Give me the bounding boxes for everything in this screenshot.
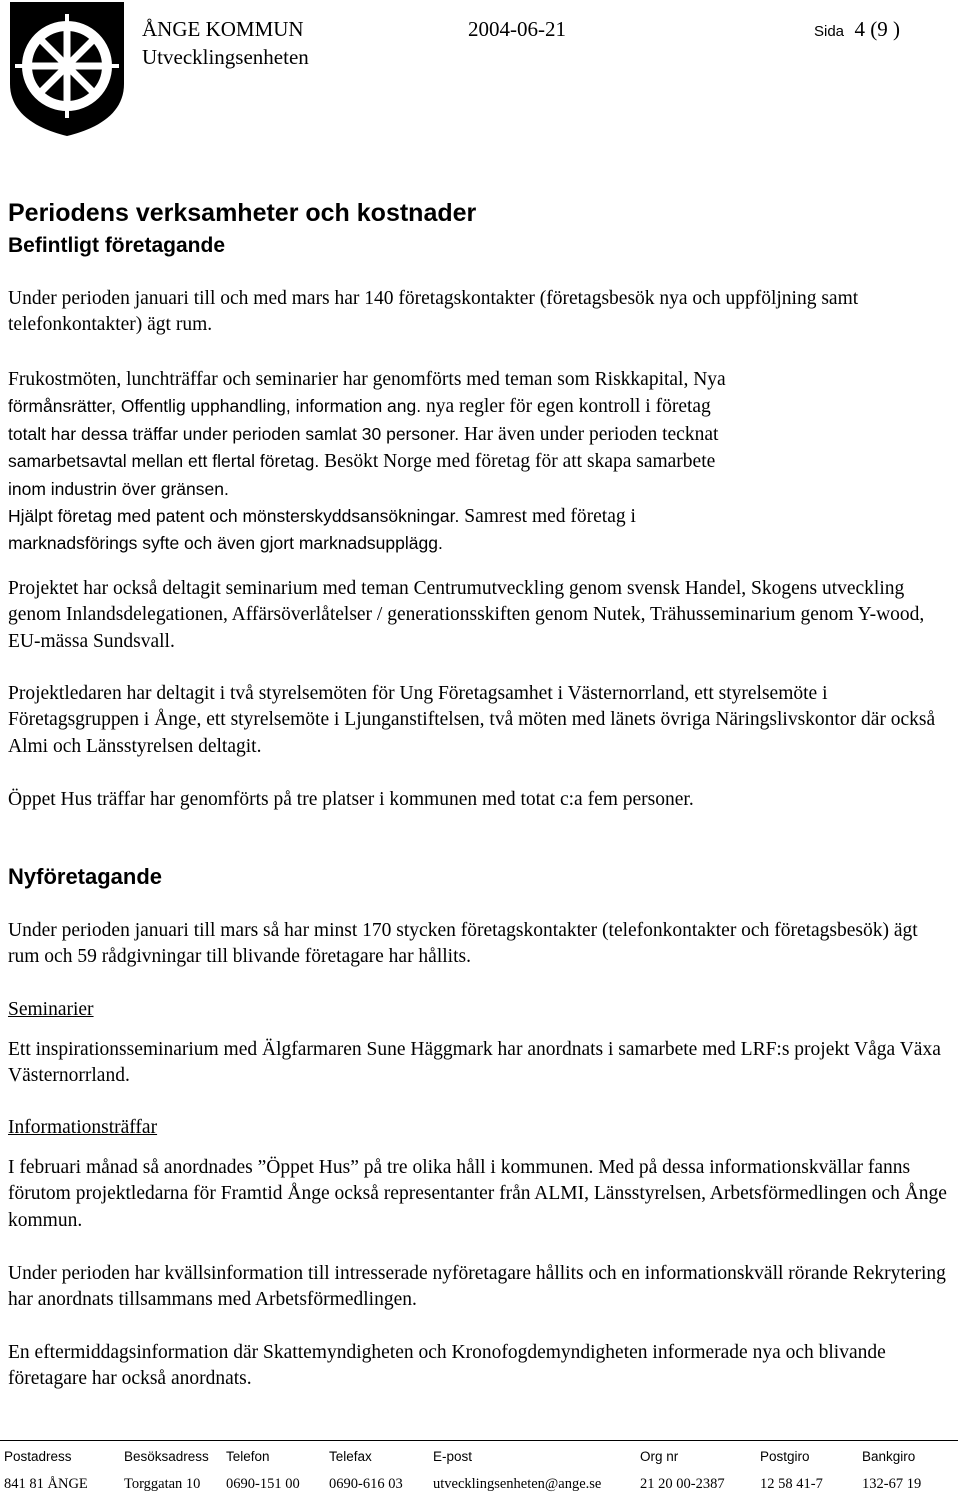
footer-divider: [0, 1440, 958, 1441]
footer-label-bankgiro: Bankgiro: [862, 1449, 916, 1464]
page-title: Periodens verksamheter och kostnader: [8, 199, 477, 227]
paragraph-open-house-february: I februari månad så anordnades ”Öppet Hus” på tre olika håll i kommunen. Med på dessa informationskvällar fanns förutom projektledarna för Framtid Ånge också representanter från ALMI, Länsstyrelsen, Arbetsförmedlingen och Ånge kommun.: [8, 1157, 947, 1231]
paragraph-seminars: Projektet har också deltagit seminarium med teman Centrumutveckling genom svensk Handel, Skogens utveckling genom Inlandsdelegationen, Affärsöverlåtelser / generationsskiften genom Nutek, Trähusseminarium genom Y-wood, EU-mässa Sundsvall.: [8, 578, 925, 652]
subheading-seminars: Seminarier: [8, 999, 94, 1020]
paragraph-open-house: Öppet Hus träffar har genomförts på tre platser i kommunen med totat c:a fem personer.: [8, 789, 694, 810]
text-segment: förmånsrätter, Offentlig upphandling, information ang.: [8, 396, 422, 417]
text-segment: inom industrin över gränsen.: [8, 478, 229, 499]
footer-value-postgiro: 12 58 41-7: [760, 1476, 823, 1492]
text-segment: Samrest med företag i: [464, 506, 636, 528]
document-date: 2004-06-21: [468, 17, 566, 41]
page-indicator: [814, 16, 900, 45]
municipal-wheel-crest-icon: [8, 0, 126, 138]
text-segment: marknadsförings syfte och även gjort marknadsupplägg.: [8, 533, 443, 554]
section-heading-new-business: Nyföretagande: [8, 864, 163, 889]
subheading-information-meetings: Informationsträffar: [8, 1117, 158, 1138]
footer-value-email[interactable]: utvecklingsenheten@ange.se: [433, 1476, 602, 1492]
footer-label-org-number: Org nr: [640, 1449, 679, 1464]
department-name: Utvecklingsenheten: [142, 45, 309, 69]
text-segment: nya regler för egen kontroll i företag: [426, 396, 711, 418]
page-label: Sida: [814, 23, 845, 40]
footer: [0, 1440, 960, 1496]
footer-label-email: E-post: [433, 1449, 473, 1464]
text-segment: Har även under perioden tecknat: [463, 423, 719, 445]
footer-value-visiting-address: Torggatan 10: [124, 1476, 201, 1492]
paragraph-company-contacts: Under perioden januari till och med mars har 140 företagskontakter (företagsbesök nya och uppföljning samt telefonkontakter) ägt rum.: [8, 288, 859, 336]
footer-value-bankgiro: 132-67 19: [862, 1476, 922, 1492]
text-segment: samarbetsavtal mellan ett flertal företag.: [8, 451, 320, 472]
text-segment: Besökt Norge med företag för att skapa samarbete: [324, 451, 716, 473]
footer-label-postal-address: Postadress: [4, 1449, 72, 1464]
text-segment: Frukostmöten, lunchträffar och seminarier har genomförts med teman som Riskkapital, Nya: [8, 369, 726, 390]
paragraph-board-meetings: Projektledaren har deltagit i två styrelsemöten för Ung Företagsamhet i Västernorrland, ett styrelsemöte i Företagsgruppen i Ånge, ett styrelsemöte i Ljunganstiftelsen, två möten med länets övriga Näringslivskontor där också Almi och Länsstyrelsen deltagit.: [8, 683, 936, 757]
footer-label-phone: Telefon: [226, 1449, 270, 1464]
paragraph-inspiration-seminar: Ett inspirationsseminarium med Älgfarmaren Sune Häggmark har anordnats i samarbete med LRF:s projekt Våga Växa Västernorrland.: [8, 1039, 941, 1087]
organization-name: ÅNGE KOMMUN: [142, 17, 304, 41]
footer-value-postal-address: 841 81 ÅNGE: [4, 1476, 88, 1492]
text-segment: Hjälpt företag med patent och mönsterskyddsansökningar.: [8, 506, 460, 527]
footer-value-phone: 0690-151 00: [226, 1476, 300, 1492]
footer-label-fax: Telefax: [329, 1449, 372, 1464]
paragraph-new-business-contacts: Under perioden januari till mars så har minst 170 stycken företagskontakter (telefonkontakter och företagsbesök) ägt rum och 59 rådgivningar till blivande företagare har hållits.: [8, 920, 918, 968]
footer-label-visiting-address: Besöksadress: [124, 1449, 209, 1464]
paragraph-afternoon-information: En eftermiddagsinformation där Skattemyndigheten och Kronofogdemyndigheten informerade nya och blivande företagare har också anordnats.: [8, 1342, 886, 1390]
paragraph-evening-information: Under perioden har kvällsinformation till intresserade nyföretagare hållits och en informationskväll rörande Rekrytering har anordnats tillsammans med Arbetsförmedlingen.: [8, 1263, 946, 1311]
page-number: 4 (9 ): [854, 17, 901, 41]
paragraph-meetings: [8, 367, 953, 558]
footer-value-fax: 0690-616 03: [329, 1476, 403, 1492]
footer-value-org-number: 21 20 00-2387: [640, 1476, 725, 1492]
footer-label-postgiro: Postgiro: [760, 1449, 810, 1464]
section-heading-existing-business: Befintligt företagande: [8, 234, 226, 257]
text-segment: totalt har dessa träffar under perioden samlat 30 personer.: [8, 423, 460, 444]
